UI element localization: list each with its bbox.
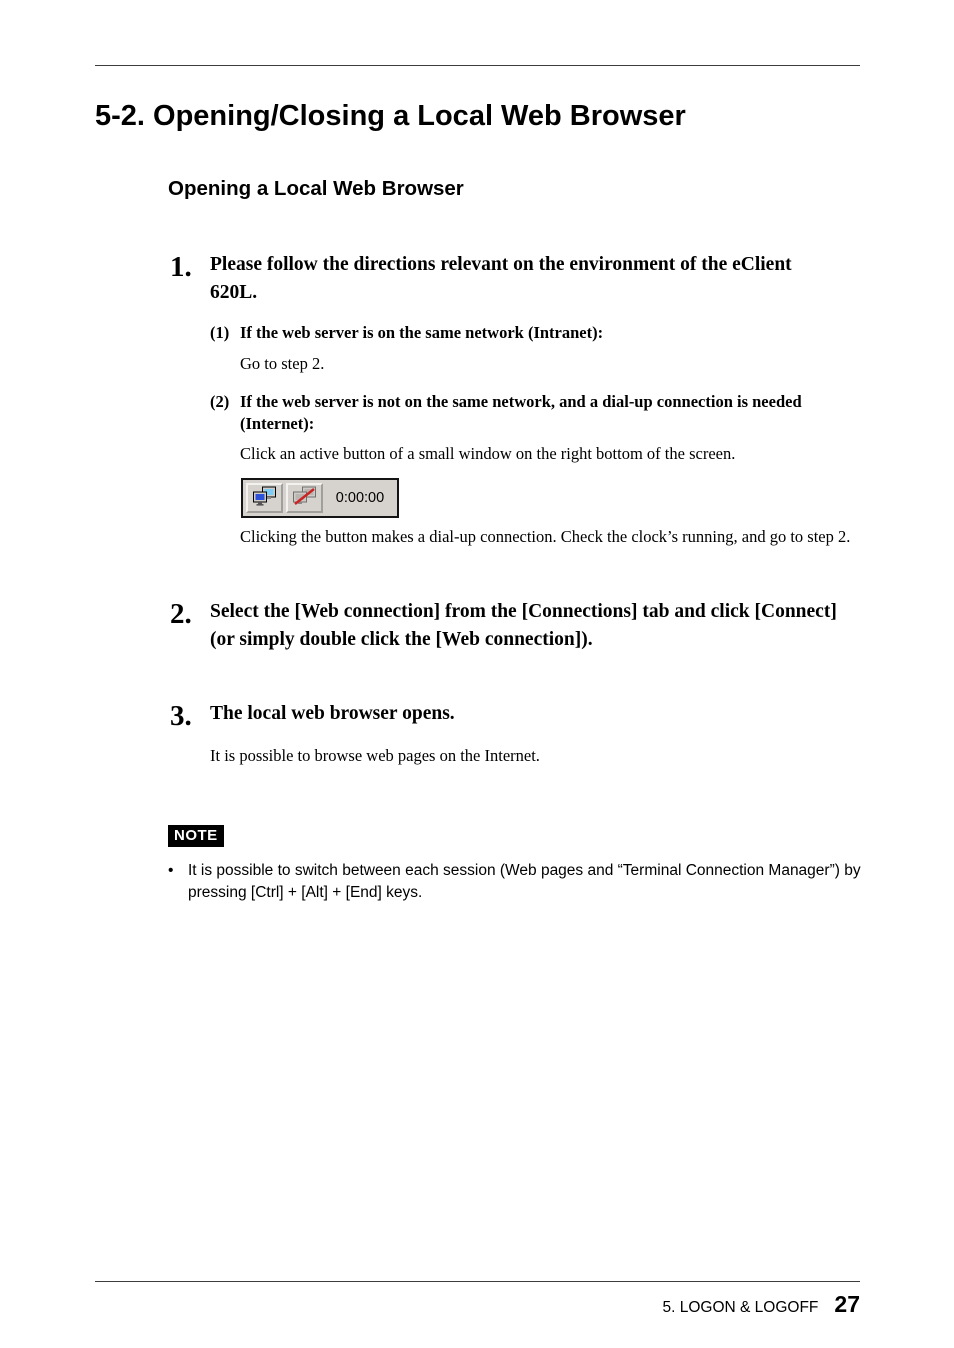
step-3 — [170, 700, 883, 767]
dual-monitors-inactive-icon — [292, 486, 318, 510]
step-2-heading: Select the [Web connection] from the [Connections] tab and click [Connect] (or simply double click the [Web connection]). — [210, 601, 837, 651]
page-footer — [663, 1291, 861, 1318]
top-rule — [95, 65, 860, 66]
step-3-heading: The local web browser opens. — [210, 702, 455, 724]
step-1-sub-2-after-text: Clicking the button makes a dial-up connection. Check the clock’s running, and go to step 2. — [240, 527, 851, 547]
dialup-status-window — [241, 478, 399, 518]
step-2-number: 2. — [170, 598, 192, 631]
footer-page-number: 27 — [834, 1291, 860, 1317]
dialup-timer: 0:00:00 — [335, 490, 385, 507]
step-1-sub-1-label: (1) — [210, 323, 230, 343]
step-1-sub-1-block — [240, 322, 883, 374]
footer-section-label: 5. LOGON & LOGOFF — [662, 1299, 819, 1316]
note-badge: NOTE — [168, 825, 224, 847]
step-1-sub-1-text: Go to step 2. — [240, 353, 325, 373]
step-2 — [170, 598, 883, 653]
section-subtitle: Opening a Local Web Browser — [168, 177, 464, 200]
dialup-connect-button[interactable] — [246, 483, 283, 513]
step-2-body — [210, 598, 883, 653]
step-1-sub-1-heading: If the web server is on the same network (Intranet): — [240, 323, 604, 343]
step-3-body — [210, 700, 883, 767]
step-1 — [170, 251, 883, 548]
note-section — [168, 825, 883, 904]
step-1-sub-2-label: (2) — [210, 391, 230, 411]
step-1-sub-2 — [210, 391, 883, 549]
step-1-sub-1 — [210, 322, 883, 374]
step-1-heading: Please follow the directions relevant on the environment of the eClient 620L. — [210, 254, 792, 303]
step-1-sub-2-block — [240, 391, 883, 549]
step-1-sub-2-text: Click an active button of a small window on the right bottom of the screen. — [240, 444, 736, 464]
step-1-body — [210, 251, 883, 548]
step-3-number: 3. — [170, 699, 192, 732]
page-title: 5-2. Opening/Closing a Local Web Browser — [95, 100, 686, 132]
page-content — [95, 100, 883, 904]
note-text: It is possible to switch between each session (Web pages and “Terminal Connection Manager”) by pressing [Ctrl] + [Alt] + [End] keys. — [188, 861, 861, 901]
note-bullet-item — [168, 860, 880, 904]
step-1-number: 1. — [170, 251, 192, 283]
bullet-icon: • — [168, 861, 174, 879]
dual-monitors-active-icon — [252, 486, 278, 510]
step-3-text: It is possible to browse web pages on the Internet. — [210, 745, 540, 765]
bottom-rule — [95, 1281, 860, 1282]
dialup-disconnect-button[interactable] — [286, 483, 323, 513]
step-1-sub-2-heading: If the web server is not on the same network, and a dial-up connection is needed (Internet): — [240, 391, 802, 433]
